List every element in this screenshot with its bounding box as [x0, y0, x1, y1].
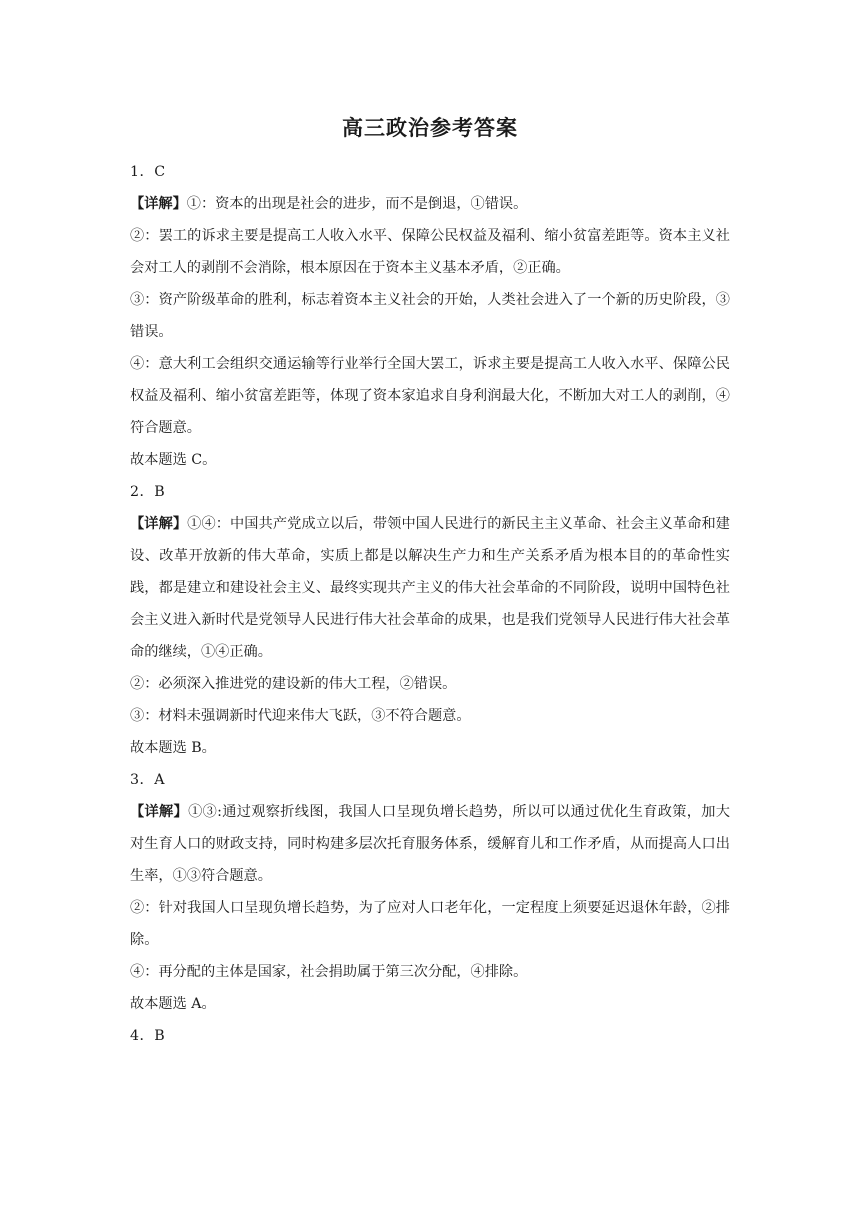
q1-conclusion: 故本题选 C。	[130, 452, 217, 468]
q1-detail-p4: ④：意大利工会组织交通运输等行业举行全国大罢工，诉求主要是提高工人收入水平、保障公民权益及福利、缩小贫富差距等，体现了资本家追求自身利润最大化，不断加大对工人的剥削，④符合题意。	[130, 356, 730, 436]
q3-detail-tag: 【详解】	[130, 804, 189, 820]
q1-answer: 1．C	[130, 164, 166, 180]
q3-answer: 3．A	[130, 772, 165, 788]
q1-detail-p2: ②：罢工的诉求主要是提高工人收入水平、保障公民权益及福利、缩小贫富差距等。资本主义社会对工人的剥削不会消除，根本原因在于资本主义基本矛盾，②正确。	[130, 228, 730, 276]
document-title: 高三政治参考答案	[342, 115, 518, 140]
q1-detail-text: ①：资本的出现是社会的进步，而不是倒退，①错误。	[186, 196, 528, 212]
q2-detail-p1	[130, 508, 730, 668]
q2-detail-p2: ②：必须深入推进党的建设新的伟大工程，②错误。	[130, 676, 457, 692]
q4-answer: 4．B	[130, 1028, 166, 1044]
q2-detail-p3: ③：材料未强调新时代迎来伟大飞跃，③不符合题意。	[130, 708, 471, 724]
q2-detail-text: ①④：中国共产党成立以后，带领中国人民进行的新民主主义革命、社会主义革命和建设、改革开放新的伟大革命，实质上都是以解决生产力和生产关系矛盾为根本目的的革命性实践，都是建立和建设社会主义、最终实现共产主义的伟大社会革命的不同阶段，说明中国特色社会主义进入新时代是党领导人民进行伟大社会革命的成果，也是我们党领导人民进行伟大社会革命的继续，①④正确。	[130, 516, 730, 660]
q3-detail-p2: ②：针对我国人口呈现负增长趋势，为了应对人口老年化，一定程度上须要延迟退休年龄，②排除。	[130, 900, 730, 948]
q2-detail-tag: 【详解】	[130, 516, 188, 532]
q1-detail-p1	[130, 188, 730, 220]
q2-conclusion: 故本题选 B。	[130, 740, 216, 756]
q3-detail-p3: ④：再分配的主体是国家，社会捐助属于第三次分配，④排除。	[130, 964, 528, 980]
answer-content	[130, 156, 730, 1052]
q1-detail-p3: ③：资产阶级革命的胜利，标志着资本主义社会的开始，人类社会进入了一个新的历史阶段，③错误。	[130, 292, 730, 340]
q2-answer: 2．B	[130, 484, 166, 500]
q3-detail-text: ①③:通过观察折线图，我国人口呈现负增长趋势，所以可以通过优化生育政策，加大对生育人口的财政支持，同时构建多层次托育服务体系，缓解育儿和工作矛盾，从而提高人口出生率，①③符合题意。	[130, 804, 730, 884]
q3-conclusion: 故本题选 A。	[130, 996, 216, 1012]
q1-detail-tag: 【详解】	[130, 196, 187, 212]
q3-detail-p1	[130, 796, 730, 892]
